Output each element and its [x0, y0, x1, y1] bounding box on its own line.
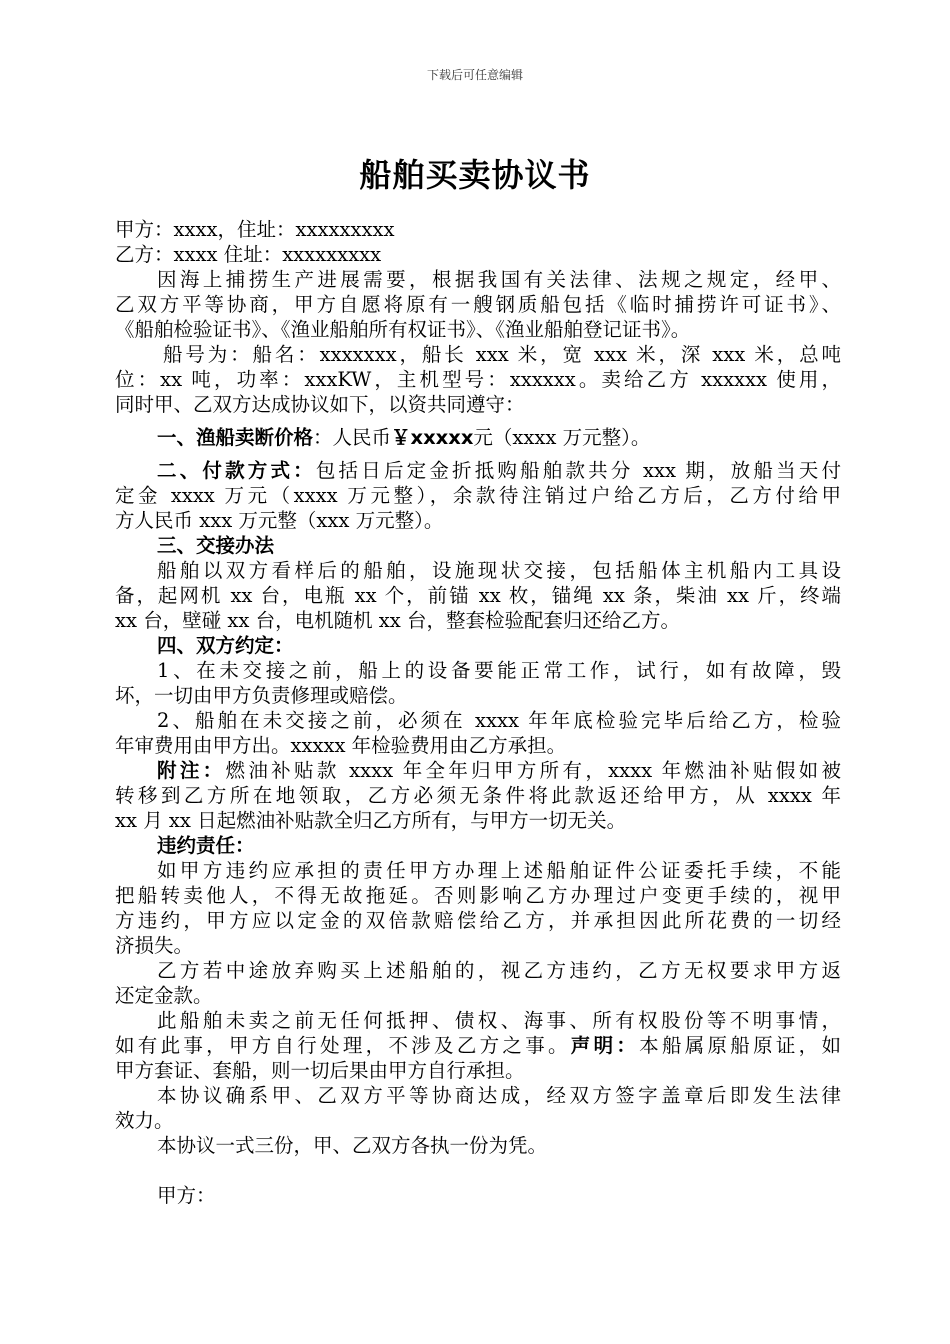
agreement-heading — [115, 633, 841, 658]
paragraph-line: 船舶以双方看样后的船舶，设施现状交接，包括船体主机船内工具设 — [157, 559, 841, 582]
page-title: 船舶买卖协议书 — [359, 156, 591, 194]
clause-heading: 附注： — [157, 759, 226, 782]
signature-party-a: 甲方： — [157, 1184, 216, 1207]
paragraph-line: 船号为：船名：xxxxxxx，船长 xxx 米，宽 xxx 米，深 xxx 米，总吨 — [163, 343, 841, 366]
paragraph-line: 济损失。 — [115, 934, 194, 957]
payment-clause — [115, 458, 841, 483]
paragraph-line: 位：xx 吨，功率：xxxKW，主机型号：xxxxxx。卖给乙方 xxxxxx 使用， — [115, 368, 841, 391]
clause-heading: 四、双方约定： — [157, 634, 294, 657]
party-b-line: 乙方：xxxx 住址：xxxxxxxxx — [115, 243, 382, 266]
paragraph-line: 效力。 — [115, 1109, 174, 1132]
paragraph-line: 因海上捕捞生产进展需要，根据我国有关法律、法规之规定，经甲、 — [157, 268, 841, 291]
paragraph-line: 如甲方违约应承担的责任甲方办理上述船舶证件公证委托手续，不能 — [157, 859, 841, 882]
statement-line — [115, 1033, 841, 1058]
clause-text: 本船属原船原证，如 — [639, 1034, 841, 1057]
paragraph-line: 2、船舶在未交接之前，必须在 xxxx 年年底检验完毕后给乙方，检验 — [157, 709, 841, 732]
breach-heading — [115, 833, 841, 858]
paragraph-line: xx 月 xx 日起燃油补贴款全归乙方所有，与甲方一切无关。 — [115, 809, 627, 832]
paragraph-line: 定金 xxxx 万元（xxxx 万元整），余款待注销过户给乙方后，乙方付给甲 — [115, 484, 841, 507]
paragraph-line: 年审费用由甲方出。xxxxx 年检验费用由乙方承担。 — [115, 734, 567, 757]
paragraph-line: 乙方若中途放弃购买上述船舶的，视乙方违约，乙方无权要求甲方返 — [157, 959, 841, 982]
clause-heading: 二、付款方式： — [157, 459, 316, 482]
note-clause — [115, 758, 841, 783]
paragraph-line: 方违约，甲方应以定金的双倍款赔偿给乙方，并承担因此所花费的一切经 — [115, 909, 841, 932]
clause-heading: 三、交接办法 — [157, 534, 275, 557]
paragraph-line: 《船舶检验证书》、《渔业船舶所有权证书》、《渔业船舶登记证书》。 — [115, 318, 691, 341]
clause-text: ：人民币 — [313, 426, 392, 449]
paragraph-line: 本协议确系甲、乙双方平等协商达成，经双方签字盖章后即发生法律 — [157, 1084, 841, 1107]
paragraph-line: 甲方套证、套船，则一切后果由甲方自行承担。 — [115, 1059, 525, 1082]
watermark: 下载后可任意编辑 — [426, 68, 523, 82]
blank-line — [115, 1158, 841, 1183]
handover-heading — [115, 533, 841, 558]
paragraph-line: 本协议一式三份，甲、乙双方各执一份为凭。 — [157, 1134, 548, 1157]
price-amount: ￥xxxxx — [391, 426, 474, 449]
paragraph-line: 备，起网机 xx 台，电瓶 xx 个，前锚 xx 枚，锚绳 xx 条，柴油 xx 斤，终端 — [115, 584, 841, 607]
paragraph-line: 坏，一切由甲方负责修理或赔偿。 — [115, 684, 408, 707]
clause-text: 如有此事，甲方自行处理，不涉及乙方之事。 — [115, 1034, 571, 1057]
clause-heading: 违约责任： — [157, 834, 255, 857]
clause-heading: 声明： — [570, 1034, 640, 1057]
price-clause — [115, 425, 841, 450]
clause-text: 燃油补贴款 xxxx 年全年归甲方所有，xxxx 年燃油补贴假如被 — [225, 759, 841, 782]
paragraph-line: 还定金款。 — [115, 984, 213, 1007]
clause-text: 包括日后定金折抵购船舶款共分 xxx 期，放船当天付 — [315, 459, 841, 482]
clause-heading: 一、渔船卖断价格 — [157, 426, 314, 449]
paragraph-line: 1、在未交接之前，船上的设备要能正常工作，试行，如有故障，毁 — [157, 659, 841, 682]
paragraph-line: 此船舶未卖之前无任何抵押、债权、海事、所有权股份等不明事情， — [157, 1009, 841, 1032]
party-a-line: 甲方：xxxx，住址：xxxxxxxxx — [115, 218, 395, 241]
clause-text: 元（xxxx 万元整）。 — [473, 426, 651, 449]
paragraph-line: 同时甲、乙双方达成协议如下，以资共同遵守： — [115, 393, 525, 416]
paragraph-line: 转移到乙方所在地领取，乙方必须无条件将此款返还给甲方，从 xxxx 年 — [115, 784, 841, 807]
paragraph-line: 把船转卖他人，不得无故拖延。否则影响乙方办理过户变更手续的，视甲 — [115, 884, 841, 907]
paragraph-line: 方人民币 xxx 万元整（xxx 万元整）。 — [115, 509, 444, 532]
paragraph-line: 乙双方平等协商，甲方自愿将原有一艘钢质船包括《临时捕捞许可证书》、 — [115, 293, 841, 316]
document-body — [115, 217, 841, 1208]
paragraph-line: xx 台，壁碰 xx 台，电机随机 xx 台，整套检验配套归还给乙方。 — [115, 609, 680, 632]
